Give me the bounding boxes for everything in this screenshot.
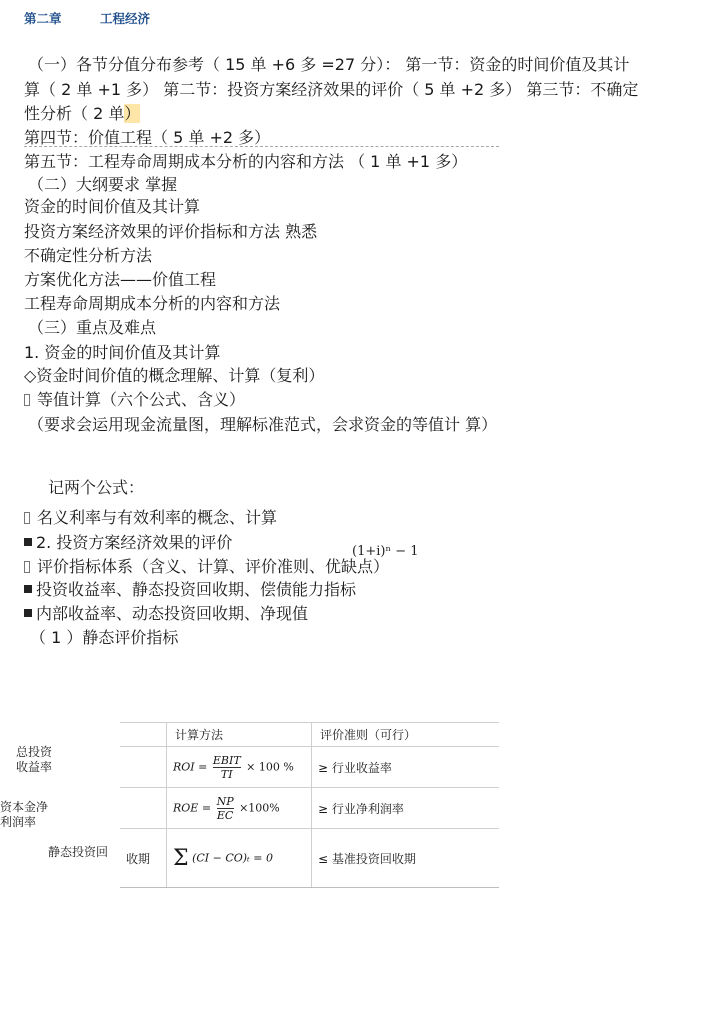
- bullet-icon: [24, 512, 30, 524]
- key-point-1b: 等值计算（六个公式、含义）: [24, 390, 245, 410]
- sigma-icon: Σ: [173, 845, 189, 871]
- score-distribution-line-1: （一）各节分值分布参考（ 15 单 +6 多 =27 分）： 第一节：资金的时间价值及其计: [28, 55, 630, 74]
- key-point-2a: 评价指标体系（含义、计算、评价准则、优缺点）: [24, 557, 389, 577]
- table-header: 评价准则（可行）: [312, 723, 500, 747]
- key-point-1: 1. 资金的时间价值及其计算: [24, 343, 221, 362]
- highlighted-paren: ）: [124, 104, 141, 123]
- chapter-number: 第二章: [24, 11, 62, 26]
- outline-item: 方案优化方法——价值工程: [24, 270, 217, 289]
- bullet-icon: [24, 561, 30, 573]
- table-cell: [120, 747, 167, 788]
- key-point-1a: ◇资金时间价值的概念理解、计算（复利）: [24, 366, 325, 385]
- score-distribution-line-2: 算（ 2 单 +1 多） 第二节：投资方案经济效果的评价（ 5 单 +2 多） 第三节：不确定: [24, 80, 639, 99]
- static-indicator-table: [120, 722, 499, 888]
- table-cell: ≤ 基准投资回收期: [312, 829, 500, 888]
- roi-formula: ROI = EBIT TI × 100 %: [167, 747, 312, 788]
- table-header-row: [120, 723, 499, 747]
- chapter-header: [24, 9, 151, 27]
- table-row: [120, 747, 499, 788]
- outline-item: 资金的时间价值及其计算: [24, 197, 201, 216]
- roe-formula: ROE = $\frac{NP}{EC} \times 100\%$: [167, 788, 312, 829]
- table-cell: [120, 788, 167, 829]
- outline-item: 不确定性分析方法: [24, 246, 153, 265]
- row-label-payback: 静态投资回: [48, 845, 109, 859]
- key-point-2b: 投资收益率、静态投资回收期、偿债能力指标: [24, 580, 356, 600]
- formula-note: 记两个公式：: [48, 478, 145, 497]
- row-label-roe: 资本金净利润率: [0, 800, 49, 829]
- square-bullet-icon: [24, 585, 32, 593]
- table-cell: ≥ 行业净利润率: [312, 788, 500, 829]
- diamond-bullet-icon: ◇: [24, 366, 37, 385]
- square-bullet-icon: [24, 609, 32, 617]
- key-points-heading: （三）重点及难点: [28, 318, 157, 337]
- key-point-2: 2. 投资方案经济效果的评价: [24, 533, 232, 553]
- table-cell: 收期: [120, 829, 167, 888]
- bullet-icon: [24, 394, 30, 406]
- key-point-2c: 内部收益率、动态投资回收期、净现值: [24, 604, 308, 624]
- table-header: 计算方法: [167, 723, 312, 747]
- score-distribution-line-3a: 性分析（ 2 单: [24, 104, 125, 123]
- row-label-roi: 总投资收益率: [16, 745, 53, 774]
- table-row: [120, 788, 499, 829]
- chapter-title: 工程经济: [100, 11, 151, 26]
- payback-formula: Σ (CI − CO)ₜ = 0: [167, 829, 312, 888]
- table-row: [120, 829, 499, 888]
- key-point-1c: （要求会运用现金流量图，理解标准范式，会求资金的等值计 算）: [28, 415, 498, 434]
- key-point-1d: 名义利率与有效利率的概念、计算: [24, 508, 277, 528]
- outline-item: 投资方案经济效果的评价指标和方法 熟悉: [24, 222, 318, 241]
- outline-heading: （二）大纲要求 掌握: [28, 175, 178, 194]
- dashed-divider: [24, 146, 499, 147]
- table-cell: ≥ 行业收益率: [312, 747, 500, 788]
- table-header: [120, 723, 167, 747]
- score-distribution-line-3: [24, 104, 140, 124]
- score-distribution-line-4: 第四节：价值工程（ 5 单 +2 多）: [24, 128, 271, 147]
- overlapping-formula: (1+i)ⁿ − 1: [352, 544, 419, 559]
- score-distribution-line-5: 第五节：工程寿命周期成本分析的内容和方法 （ 1 单 +1 多）: [24, 152, 468, 171]
- outline-item: 工程寿命周期成本分析的内容和方法: [24, 294, 281, 313]
- static-indicators-heading: （ 1 ）静态评价指标: [30, 628, 179, 647]
- square-bullet-icon: [24, 538, 32, 546]
